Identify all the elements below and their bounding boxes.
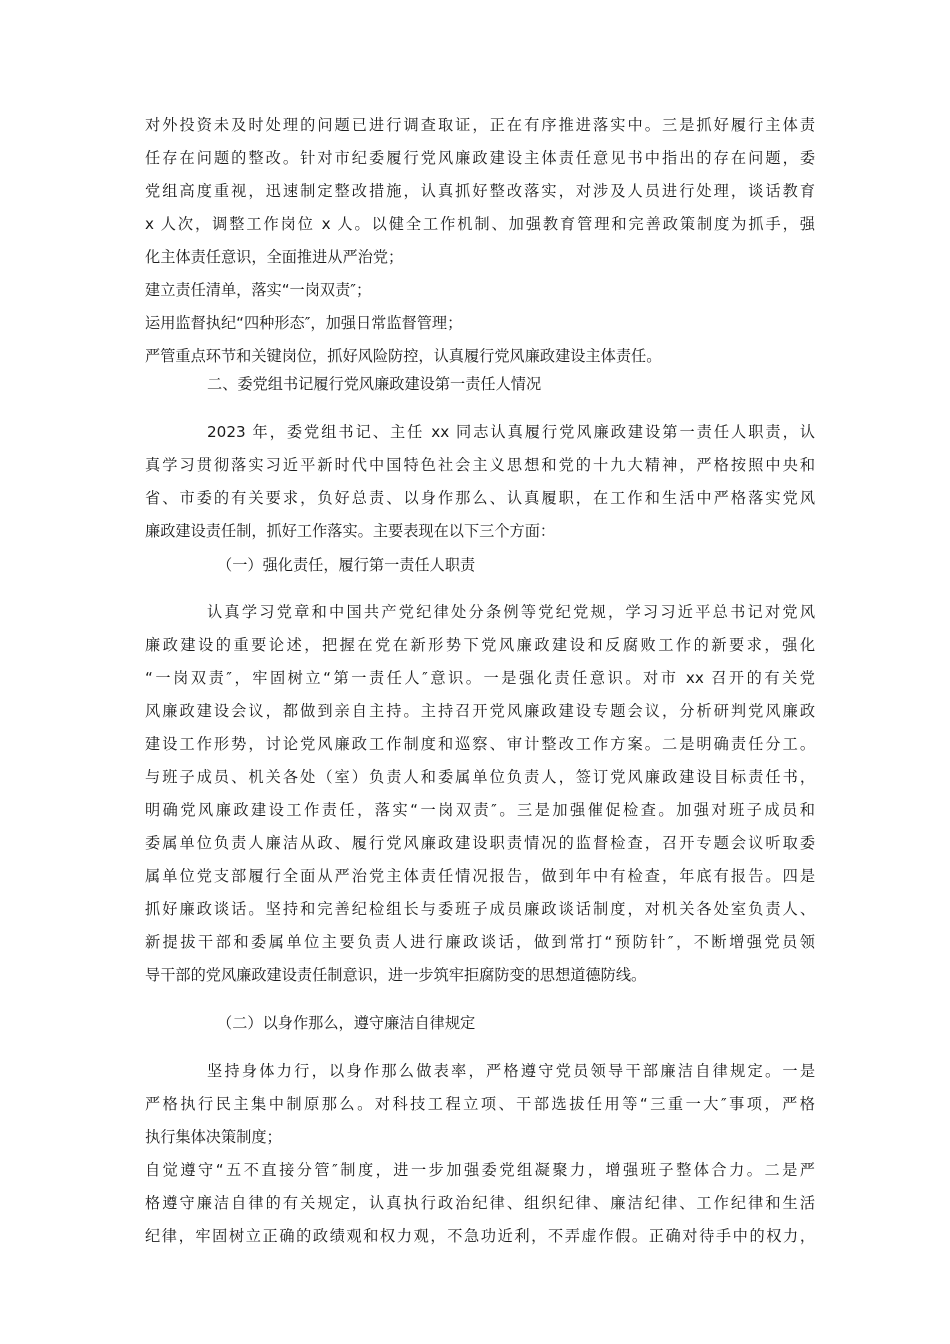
- paragraph-continuation: [145, 109, 815, 274]
- section-heading: [145, 368, 815, 401]
- text-line: 纪律，牢固树立正确的政绩观和权力观，不急功近利，不弄虚作假。正确对待手中的权力，: [145, 1227, 815, 1245]
- text-line: 属单位党支部履行全面从严治党主体责任情况报告，做到年中有检查，年底有报告。四是: [145, 867, 815, 885]
- paragraph-responsibility: [145, 596, 815, 992]
- text-line: 化主体责任意识，全面推进从严治党；: [145, 248, 404, 266]
- text-line: 新提拔干部和委属单位主要负责人进行廉政谈话，做到常打“预防针″，不断增强党员领: [145, 933, 815, 951]
- paragraph-intro: [145, 416, 815, 548]
- text-line: 委属单位负责人廉洁从政、履行党风廉政建设职责情况的监督检查，召开专题会议听取委: [145, 834, 815, 852]
- heading-text: 二、委党组书记履行党风廉政建设第一责任人情况: [207, 375, 542, 393]
- text-line: 坚持身体力行，以身作那么做表率，严格遵守党员领导干部廉洁自律规定。一是: [207, 1062, 815, 1080]
- subheading-2: [145, 1007, 815, 1040]
- text-line: 建设工作形势，讨论党风廉政工作制度和巡察、审计整改工作方案。二是明确责任分工。: [145, 735, 815, 753]
- text-line: 严格执行民主集中制原那么。对科技工程立项、干部选拔任用等“三重一大″事项，严格: [145, 1095, 815, 1113]
- list-item: 严管重点环节和关键岗位，抓好风险防控，认真履行党风廉政建设主体责任。: [145, 347, 662, 365]
- text-line: 格遵守廉洁自律的有关规定，认真执行政治纪律、组织纪律、廉洁纪律、工作纪律和生活: [145, 1194, 815, 1212]
- text-line: 抓好廉政谈话。坚持和完善纪检组长与委班子成员廉政谈话制度，对机关各处室负责人、: [145, 900, 815, 918]
- subheading-1: [145, 549, 815, 582]
- text-line: “一岗双责″，牢固树立“第一责任人″意识。一是强化责任意识。对市 xx 召开的有关党: [145, 669, 815, 687]
- text-line: 廉政建设责任制，抓好工作落实。主要表现在以下三个方面：: [145, 522, 556, 540]
- text-line: 认真学习党章和中国共产党纪律处分条例等党纪党规，学习习近平总书记对党风: [207, 603, 815, 621]
- list-item: 建立责任清单，落实“一岗双责″；: [145, 281, 372, 299]
- text-line: 廉政建设的重要论述，把握在党在新形势下党风廉政建设和反腐败工作的新要求，强化: [145, 636, 815, 654]
- text-line: 党组高度重视，迅速制定整改措施，认真抓好整改落实，对涉及人员进行处理，谈话教育: [145, 182, 815, 200]
- measures-list: [145, 274, 815, 373]
- list-item: 运用监督执纪“四种形态″，加强日常监督管理；: [145, 314, 463, 332]
- text-line: 任存在问题的整改。针对市纪委履行党风廉政建设主体责任意见书中指出的存在问题，委: [145, 149, 815, 167]
- text-line: 真学习贯彻落实习近平新时代中国特色社会主义思想和党的十九大精神，严格按照中央和: [145, 456, 815, 474]
- text-line: 对外投资未及时处理的问题已进行调查取证，正在有序推进落实中。三是抓好履行主体责: [145, 116, 815, 134]
- text-line: 2023 年，委党组书记、主任 xx 同志认真履行党风廉政建设第一责任人职责，认: [207, 423, 815, 441]
- text-line: 与班子成员、机关各处（室）负责人和委属单位负责人，签订党风廉政建设目标责任书，: [145, 768, 815, 786]
- text-line: 风廉政建设会议，都做到亲自主持。主持召开党风廉政建设专题会议，分析研判党风廉政: [145, 702, 815, 720]
- text-line: 自觉遵守“五不直接分管″制度，进一步加强委党组凝聚力，增强班子整体合力。二是严: [145, 1161, 815, 1179]
- text-line: 执行集体决策制度；: [145, 1128, 282, 1146]
- text-line: 省、市委的有关要求，负好总责、以身作那么、认真履职，在工作和生活中严格落实党风: [145, 489, 815, 507]
- subheading-text: （一）强化责任，履行第一责任人职责: [217, 556, 476, 574]
- paragraph-self-discipline: [145, 1055, 815, 1253]
- text-line: 导干部的党风廉政建设责任制意识，进一步筑牢拒腐防变的思想道德防线。: [145, 966, 647, 984]
- text-line: 明确党风廉政建设工作责任，落实“一岗双责″。三是加强催促检查。加强对班子成员和: [145, 801, 815, 819]
- subheading-text: （二）以身作那么，遵守廉洁自律规定: [217, 1014, 476, 1032]
- text-line: x 人次，调整工作岗位 x 人。以健全工作机制、加强教育管理和完善政策制度为抓手，强: [145, 215, 815, 233]
